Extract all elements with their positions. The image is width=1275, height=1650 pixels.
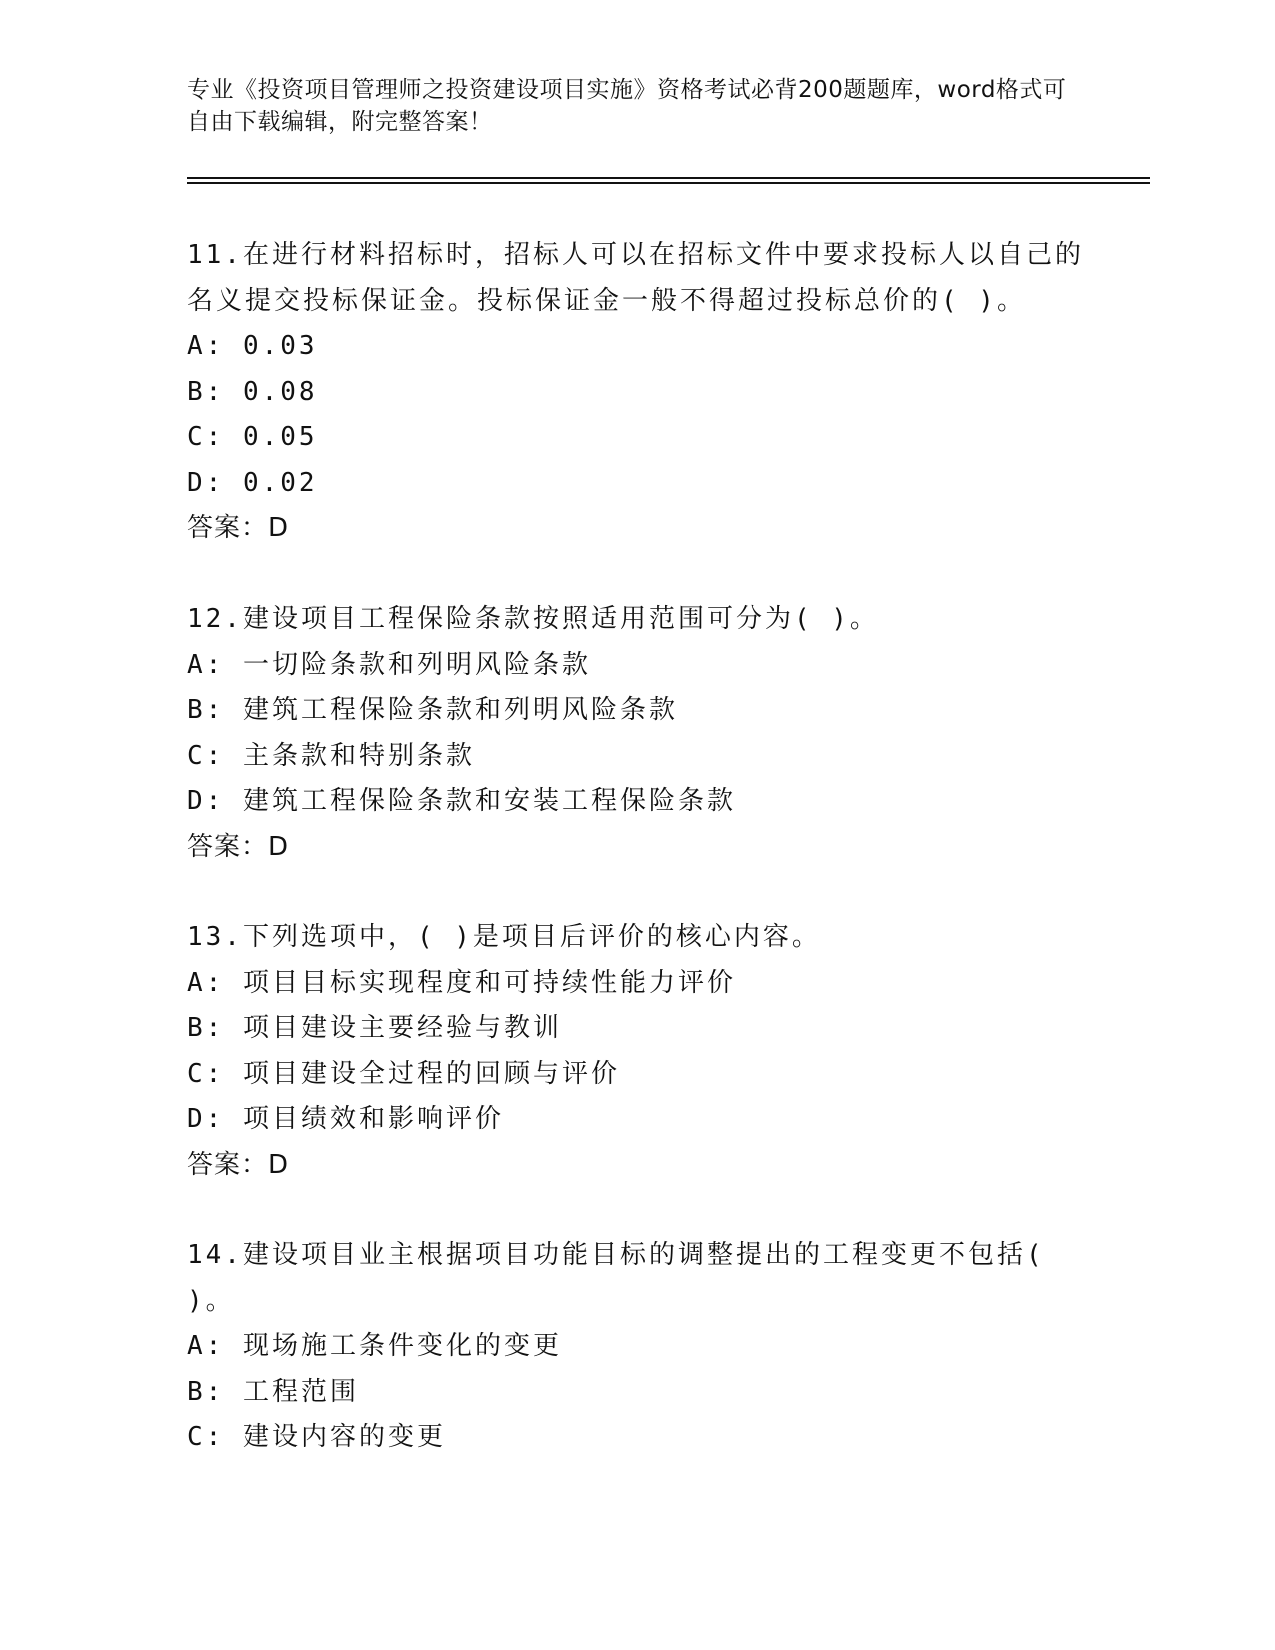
question-11 <box>187 233 1087 552</box>
header-divider-bottom <box>187 182 1150 184</box>
option-d: D: 建筑工程保险条款和安装工程保险条款 <box>187 786 736 816</box>
option-b: B: 项目建设主要经验与教训 <box>187 1013 562 1043</box>
option-c: C: 项目建设全过程的回顾与评价 <box>187 1058 620 1089</box>
option-b: B: 0.08 <box>187 376 318 407</box>
option-a: A: 一切险条款和列明风险条款 <box>187 649 591 680</box>
document-header: 专业《投资项目管理师之投资建设项目实施》资格考试必背200题题库，word格式可自由下载编辑，附完整答案！ <box>187 77 1067 135</box>
option-b: B: 工程范围 <box>187 1376 359 1407</box>
question-stem-line: )。 <box>187 1285 235 1316</box>
option-c: C: 0.05 <box>187 422 318 452</box>
header-divider-top <box>187 177 1150 179</box>
option-a: A: 项目目标实现程度和可持续性能力评价 <box>187 967 736 998</box>
answer-label: 答案：D <box>187 831 290 862</box>
option-c: C: 建设内容的变更 <box>187 1422 446 1452</box>
question-14 <box>187 1233 1087 1461</box>
option-d: D: 项目绩效和影响评价 <box>187 1104 504 1134</box>
option-a: A: 0.03 <box>187 331 318 361</box>
question-13 <box>187 915 1087 1188</box>
question-stem-line: 12.建设项目工程保险条款按照适用范围可分为( )。 <box>187 604 879 634</box>
question-stem-line: 14.建设项目业主根据项目功能目标的调整提出的工程变更不包括( <box>187 1240 1045 1270</box>
option-c: C: 主条款和特别条款 <box>187 740 475 771</box>
question-stem-line: 11.在进行材料招标时，招标人可以在招标文件中要求投标人以自己的 <box>187 240 1084 270</box>
option-a: A: 现场施工条件变化的变更 <box>187 1331 562 1361</box>
answer-label: 答案：D <box>187 513 290 543</box>
question-stem-line: 13.下列选项中，( )是项目后评价的核心内容。 <box>187 922 821 952</box>
answer-label: 答案：D <box>187 1149 290 1180</box>
question-stem-line: 名义提交投标保证金。投标保证金一般不得超过投标总价的( )。 <box>187 285 1026 316</box>
question-12 <box>187 597 1087 870</box>
option-d: D: 0.02 <box>187 467 318 498</box>
option-b: B: 建筑工程保险条款和列明风险条款 <box>187 695 678 725</box>
